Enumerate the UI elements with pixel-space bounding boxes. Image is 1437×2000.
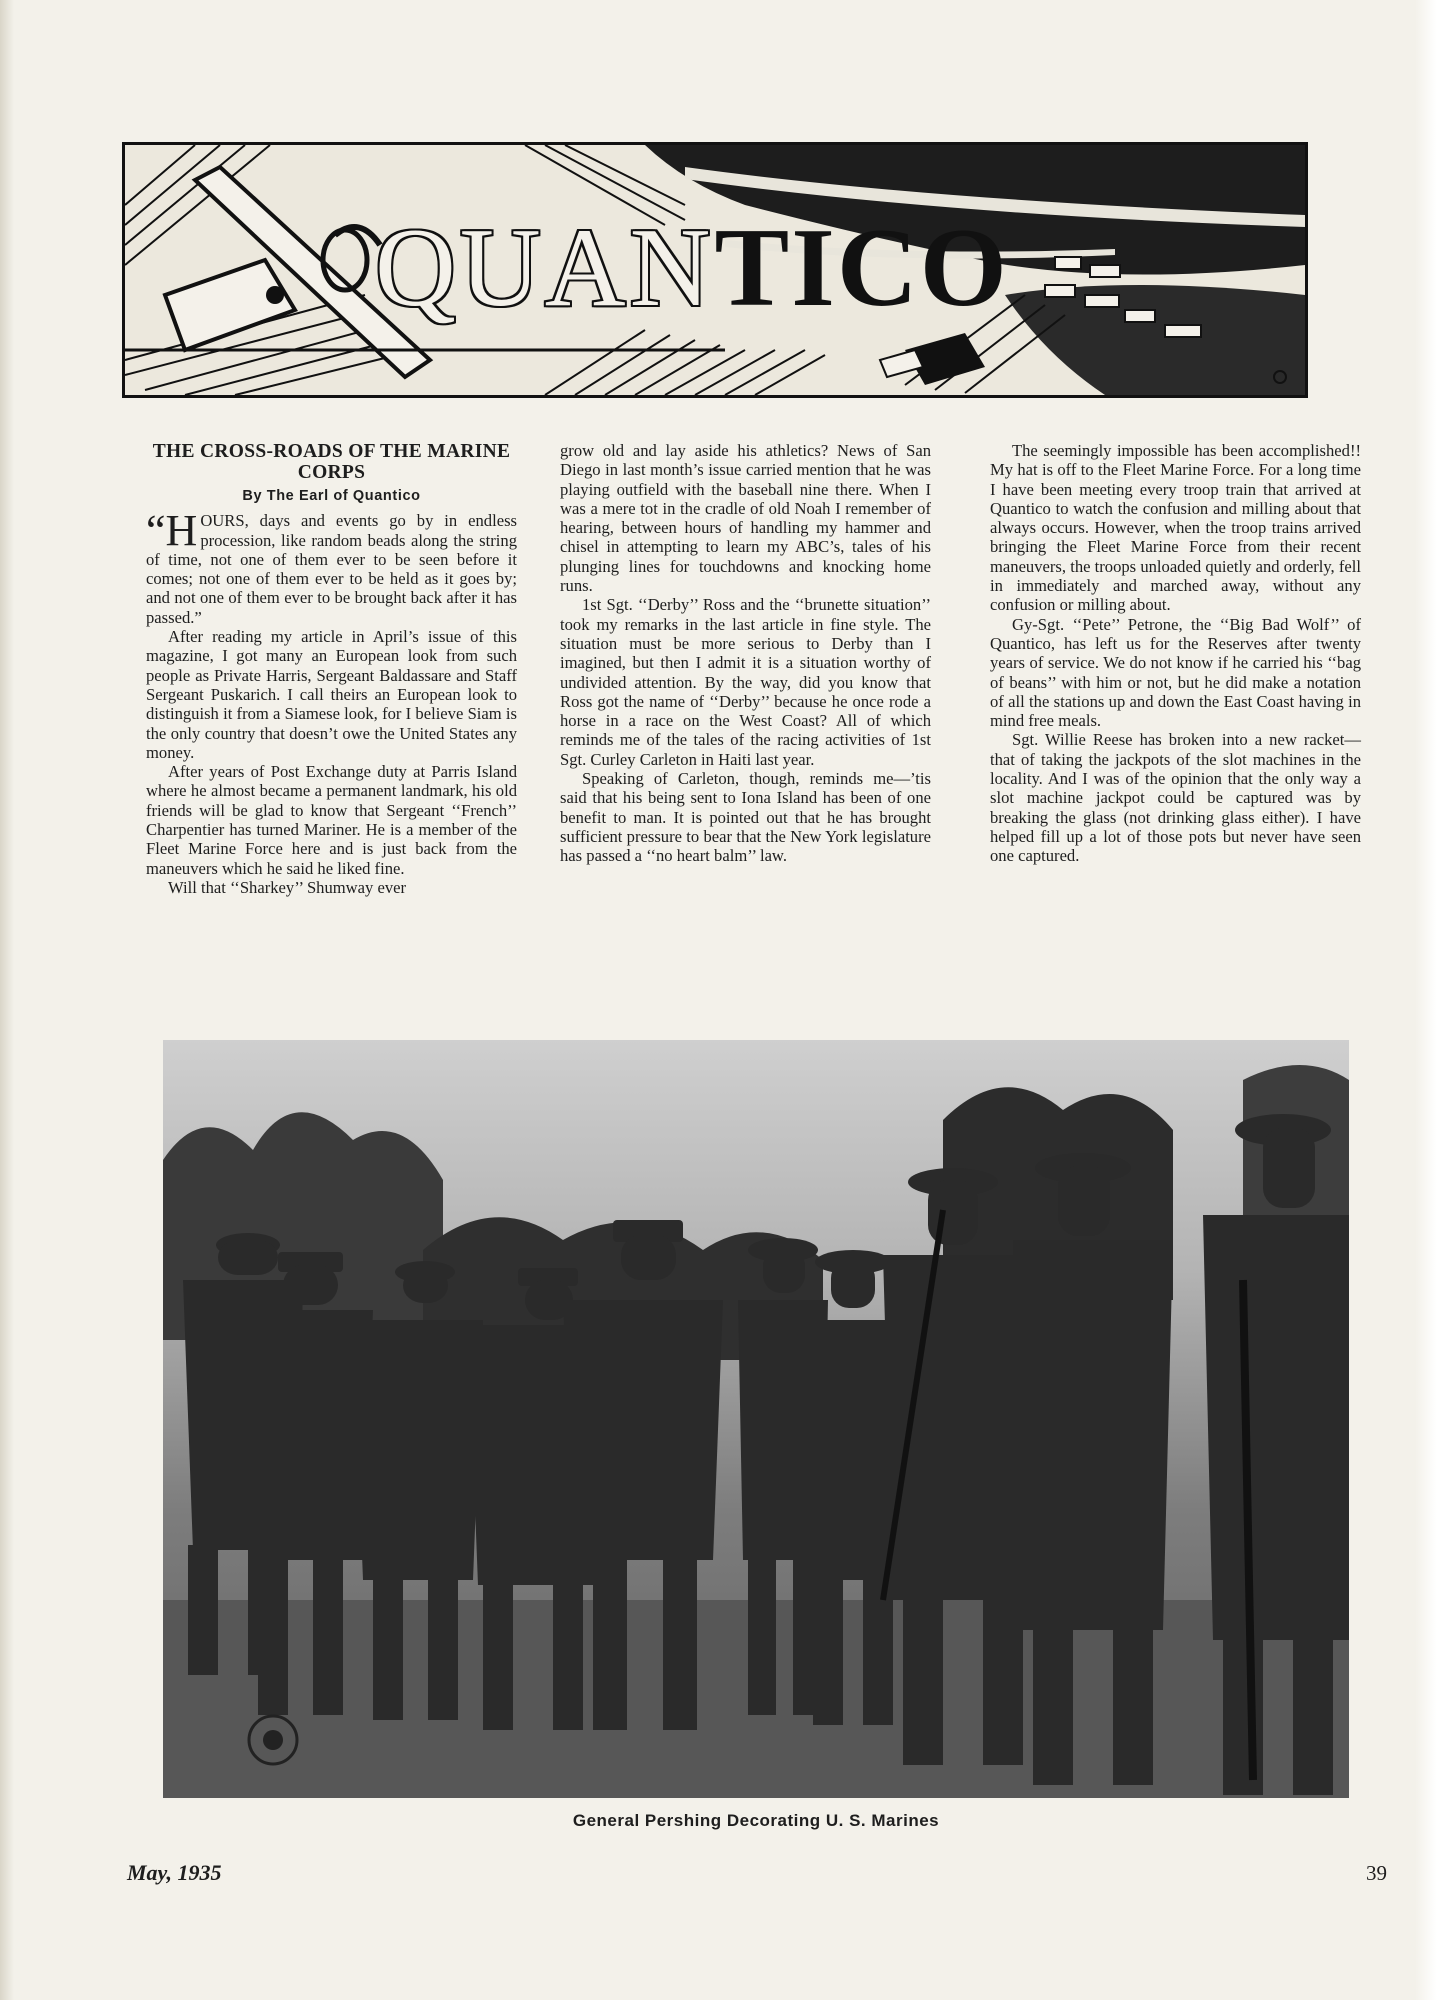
article-title: THE CROSS-ROADS OF THE MARINE CORPS [152, 441, 511, 483]
article-column-2 [560, 441, 931, 866]
quantico-banner [122, 142, 1308, 398]
article-paragraph-1 [146, 506, 517, 627]
drop-cap: “H [146, 506, 198, 556]
page-edge [1415, 0, 1437, 2000]
banner-title-outline: QUAN [375, 206, 715, 330]
photo-illustration [163, 1040, 1349, 1798]
banner-title-bold: TICO [714, 206, 1009, 330]
article-column-1 [146, 441, 517, 897]
banner-title [375, 203, 1009, 333]
article-paragraph-8: Gy-Sgt. ‘‘Pete’’ Petrone, the ‘‘Big Bad Wolf’’ of Quantico, has left us for the Reserves after twenty years of service. We do not know if he carried his ‘‘bag of beans’’ with him or not, but he did make a notation of all the stations up and down the East Coast having in mind free meals. [990, 614, 1361, 731]
article-paragraph-6: Speaking of Carleton, though, reminds me—’tis said that his being sent to Iona Island has been of one benefit to man. It is pointed out that he has brought sufficient pressure to bear that the New York legislature has passed a ‘‘no heart balm’’ law. [560, 769, 931, 866]
photograph [163, 1040, 1349, 1798]
article-paragraph-5: 1st Sgt. ‘‘Derby’’ Ross and the ‘‘brunette situation’’ took my remarks in the last article in fine style. The situation must be more serious to Derby than I imagined, but then I admit it is a situation worthy of undivided attention. By the way, did you know that Ross got the name of ‘‘Derby’’ because he once rode a horse in a race on the West Coast? All of which reminds me of the tales of the racing activities of 1st Sgt. Curley Carleton in Haiti last year. [560, 595, 931, 769]
page-number: 39 [1366, 1861, 1387, 1885]
paragraph-text: OURS, days and events go by in endless procession, like random beads along the string of time, not one of them ever to be seen before it comes; not one of them ever to be held as it goes by; and not one of them ever to be brought back after it has passed.” [146, 511, 517, 627]
article-paragraph-2: After reading my article in April’s issue of this magazine, I got many an European look from such people as Private Harris, Sergeant Baldassare and Staff Sergeant Puskarich. I call theirs an European look to distinguish it from a Siamese look, for I believe Siam is the only country that doesn’t owe the United States any money. [146, 627, 517, 762]
article-paragraph-3: After years of Post Exchange duty at Parris Island where he almost became a permanent landmark, his old friends will be glad to know that Sergeant ‘‘French’’ Charpentier has turned Mariner. He is a member of the Fleet Marine Force here and is just back from the maneuvers which he said he liked fine. [146, 762, 517, 878]
article-paragraph-7: The seemingly impossible has been accomplished!! My hat is off to the Fleet Marine Force. For a long time I have been meeting every troop train that arrived at Quantico to watch the confusion and milling about that always occurs. However, when the troop trains arrived bringing the Fleet Marine Force from their recent maneuvers, the troops unloaded quietly and orderly, fell in immediately and marched away, without any confusion or milling about. [990, 441, 1361, 615]
article-paragraph-4-start: Will that ‘‘Sharkey’’ Shumway ever [168, 877, 407, 897]
article-paragraph-9: Sgt. Willie Reese has broken into a new racket—that of taking the jackpots of the slot machines in the locality. And I was of the opinion that the only way a slot machine jackpot could be captured was by breaking the glass (not drinking glass either). I have helped fill up a lot of those pots but never have seen one captured. [990, 730, 1361, 866]
photo-caption: General Pershing Decorating U. S. Marines [572, 1811, 940, 1830]
page-edge [0, 0, 14, 2000]
article-paragraph-4-cont: grow old and lay aside his athletics? News of San Diego in last month’s issue carried mention that he was playing outfield with the baseball nine there. When I was a mere tot in the cradle of old Noah I remember of hearing, between hours of handling my hammer and chisel in attempting to learn my ABC’s, tales of his plunging lines for touchdowns and knocking home runs. [560, 441, 931, 596]
issue-date: May, 1935 [127, 1860, 222, 1885]
article-column-3 [990, 441, 1361, 866]
article-byline: By The Earl of Quantico [242, 488, 421, 504]
